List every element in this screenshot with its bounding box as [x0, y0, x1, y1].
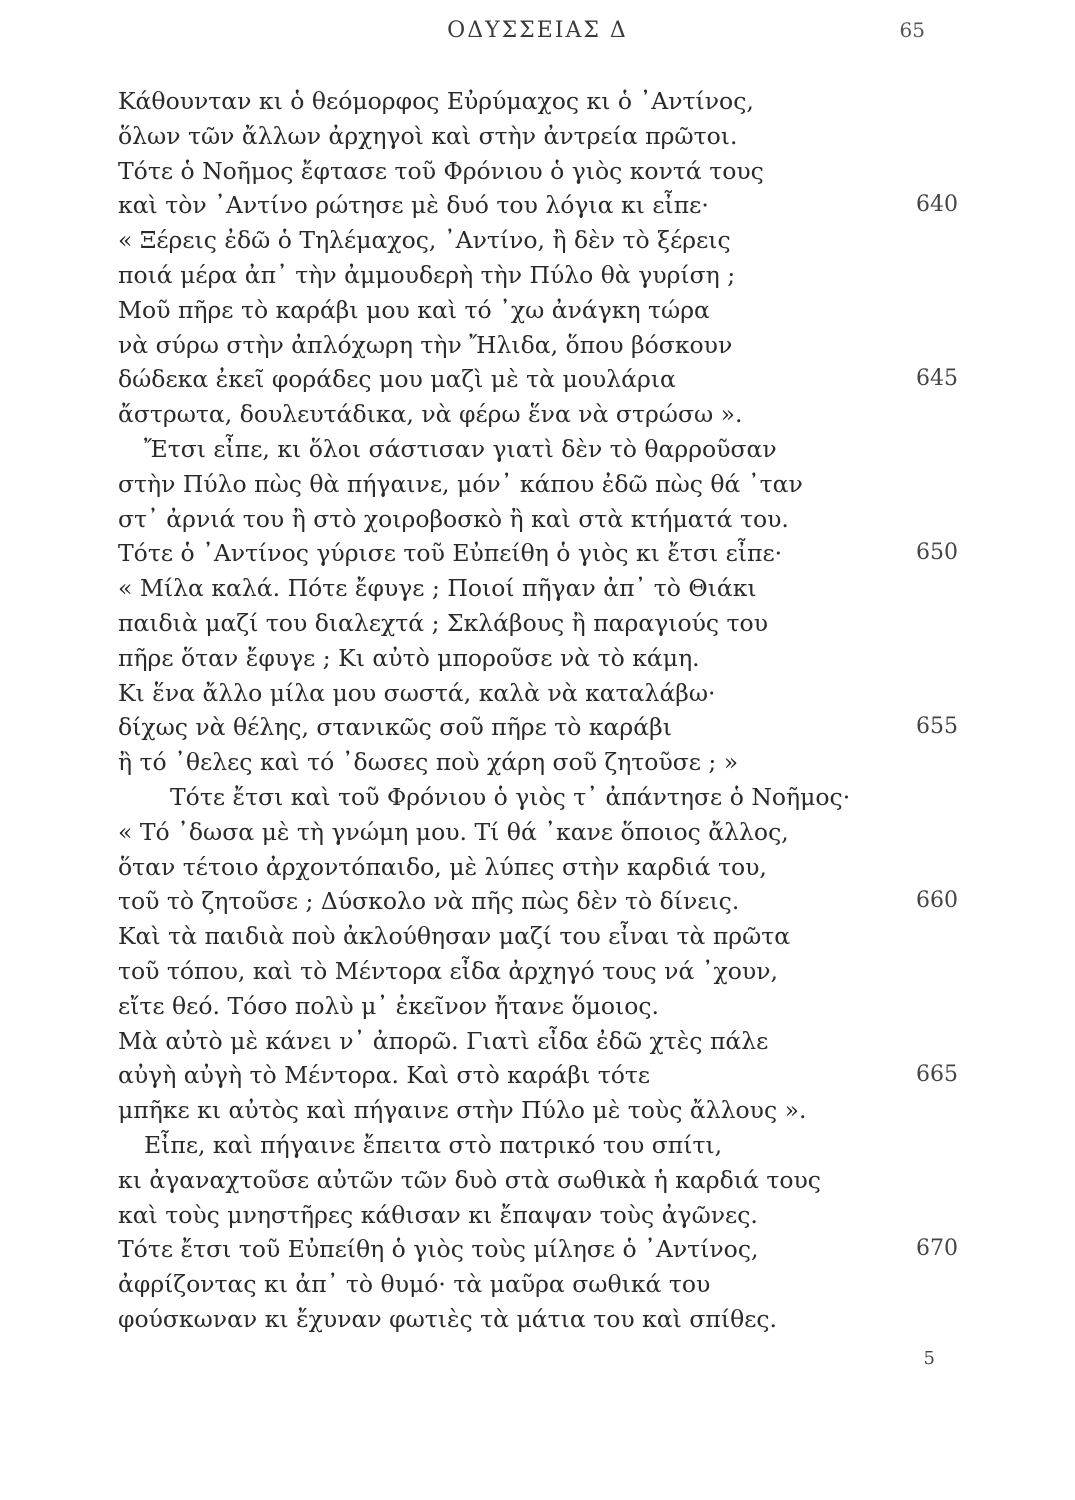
verse-line: [118, 1267, 958, 1302]
verse-text: ἢ τό ᾿θελες καὶ τό ᾿δωσες ποὺ χάρη σοῦ ζητοῦσε ; »: [118, 748, 739, 777]
line-number: 650: [916, 540, 958, 566]
verse-line: [118, 1093, 958, 1128]
verse-line: [118, 293, 958, 328]
verse-text: φούσκωναν κι ἔχυναν φωτιὲς τὰ μάτια του καὶ σπίθες.: [118, 1304, 778, 1333]
verse-text: Τότε ἔτσι τοῦ Εὐπείθη ὁ γιὸς τοὺς μίλησε ὁ ᾿Αντίνος,: [118, 1235, 759, 1264]
line-number: 655: [916, 714, 958, 740]
verse-line: [118, 954, 958, 989]
verse-text: « Μίλα καλά. Πότε ἔφυγε ; Ποιοί πῆγαν ἀπ᾿ τὸ Θιάκι: [118, 574, 757, 603]
verse-line: [118, 362, 958, 397]
verse-text: δώδεκα ἐκεῖ φοράδες μου μαζὶ μὲ τὰ μουλάρια: [118, 365, 676, 394]
verse-text: Καὶ τὰ παιδιὰ ποὺ ἀκλούθησαν μαζί του εἶναι τὰ πρῶτα: [118, 922, 791, 951]
verse-text: Μὰ αὐτὸ μὲ κάνει ν᾿ ἀπορῶ. Γιατὶ εἶδα ἐδῶ χτὲς πάλε: [118, 1026, 769, 1055]
verse-line: [118, 850, 958, 885]
verse-line: [118, 1163, 958, 1198]
verse-line: [118, 1198, 958, 1233]
verse-text: « Τό ᾿δωσα μὲ τὴ γνώμη μου. Τί θά ᾿κανε ὅποιος ἄλλος,: [118, 817, 789, 846]
verse-line: [118, 1232, 958, 1267]
verse-text: κι ἀγαναχτοῦσε αὐτῶν τῶν δυὸ στὰ σωθικὰ ἡ καρδιά τους: [118, 1165, 821, 1194]
verse-line: [118, 641, 958, 676]
verse-line: [118, 1058, 958, 1093]
verse-line: [118, 919, 958, 954]
verse-line: [118, 154, 958, 189]
verse-line: [118, 745, 958, 780]
verse-text: Κάθουνταν κι ὁ θεόμορφος Εὐρύμαχος κι ὁ ᾿Αντίνος,: [118, 87, 754, 115]
verse-block: [118, 84, 958, 1337]
verse-line: [118, 1128, 958, 1163]
verse-text: νὰ σύρω στὴν ἀπλόχωρη τὴν Ἤλιδα, ὅπου βόσκουν: [118, 330, 733, 359]
verse-text: εἴτε θεό. Τόσο πολὺ μ᾿ ἐκεῖνον ἤτανε ὅμοιος.: [118, 991, 659, 1020]
line-number: 665: [916, 1062, 958, 1088]
verse-text: μπῆκε κι αὐτὸς καὶ πήγαινε στὴν Πύλο μὲ τοὺς ἄλλους ».: [118, 1096, 807, 1125]
running-head: ΟΔΥΣΣΕΙΑΣ Δ: [447, 18, 628, 43]
line-number: 660: [916, 888, 958, 914]
verse-text: Τότε ὁ ᾿Αντίνος γύρισε τοῦ Εὐπείθη ὁ γιὸς κι ἔτσι εἶπε·: [118, 539, 783, 568]
verse-line: [118, 989, 958, 1024]
verse-line: [118, 606, 958, 641]
verse-line: [118, 1024, 958, 1059]
line-number: 670: [916, 1236, 958, 1262]
verse-line: [118, 815, 958, 850]
verse-text: πῆρε ὅταν ἔφυγε ; Κι αὐτὸ μποροῦσε νὰ τὸ κάμη.: [118, 643, 700, 672]
verse-line: [118, 119, 958, 154]
verse-line: [118, 432, 958, 467]
verse-text: « Ξέρεις ἐδῶ ὁ Τηλέμαχος, ᾿Αντίνο, ἢ δὲν τὸ ξέρεις: [118, 226, 731, 255]
verse-line: [118, 328, 958, 363]
line-number: 645: [916, 366, 958, 392]
signature-mark: 5: [923, 1348, 935, 1369]
verse-line: [118, 780, 958, 815]
verse-text: καὶ τὸν ᾿Αντίνο ρώτησε μὲ δυό του λόγια κι εἶπε·: [118, 191, 709, 220]
verse-text: καὶ τοὺς μνηστῆρες κάθισαν κι ἔπαψαν τοὺς ἀγῶνες.: [118, 1200, 758, 1229]
verse-text: Τότε ὁ Νοῆμος ἔφτασε τοῦ Φρόνιου ὁ γιὸς κοντά τους: [118, 156, 764, 185]
verse-text: ὅλων τῶν ἄλλων ἀρχηγοὶ καὶ στὴν ἀντρεία πρῶτοι.: [118, 121, 738, 150]
verse-line: [118, 84, 958, 119]
verse-text: Κι ἕνα ἄλλο μίλα μου σωστά, καλὰ νὰ καταλάβω·: [118, 678, 716, 707]
verse-line: [118, 884, 958, 919]
verse-line: [118, 1302, 958, 1337]
verse-text: Μοῦ πῆρε τὸ καράβι μου καὶ τό ᾿χω ἀνάγκη τώρα: [118, 295, 710, 324]
verse-text: Εἶπε, καὶ πήγαινε ἔπειτα στὸ πατρικό του σπίτι,: [144, 1130, 723, 1159]
verse-line: [118, 536, 958, 571]
verse-line: [118, 397, 958, 432]
verse-text: ποιά μέρα ἀπ᾿ τὴν ἀμμουδερὴ τὴν Πύλο θὰ γυρίση ;: [118, 260, 736, 289]
verse-text: δίχως νὰ θέλης, στανικῶς σοῦ πῆρε τὸ καράβι: [118, 713, 672, 742]
verse-line: [118, 502, 958, 537]
verse-text: στ᾿ ἀρνιά του ἢ στὸ χοιροβοσκὸ ἢ καὶ στὰ κτήματά του.: [118, 504, 789, 533]
verse-line: [118, 258, 958, 293]
verse-line: [118, 188, 958, 223]
verse-text: ἄστρωτα, δουλευτάδικα, νὰ φέρω ἕνα νὰ στρώσω ».: [118, 400, 743, 429]
verse-line: [118, 710, 958, 745]
verse-text: Ἔτσι εἶπε, κι ὅλοι σάστισαν γιατὶ δὲν τὸ θαρροῦσαν: [144, 434, 777, 463]
verse-line: [118, 223, 958, 258]
verse-text: ὅταν τέτοιο ἀρχοντόπαιδο, μὲ λύπες στὴν καρδιά του,: [118, 852, 767, 881]
verse-line: [118, 467, 958, 502]
verse-text: παιδιὰ μαζί του διαλεχτά ; Σκλάβους ἢ παραγιούς του: [118, 608, 768, 637]
verse-text: ἀφρίζοντας κι ἀπ᾿ τὸ θυμό· τὰ μαῦρα σωθικά του: [118, 1270, 711, 1299]
verse-text: τοῦ τὸ ζητοῦσε ; Δύσκολο νὰ πῆς πὼς δὲν τὸ δίνεις.: [118, 887, 740, 916]
verse-text: στὴν Πύλο πὼς θὰ πήγαινε, μόν᾿ κάπου ἐδῶ πὼς θά ᾿ταν: [118, 469, 803, 498]
verse-text: Τότε ἔτσι καὶ τοῦ Φρόνιου ὁ γιὸς τ᾿ ἀπάντησε ὁ Νοῆμος·: [170, 782, 851, 811]
verse-line: [118, 676, 958, 711]
verse-line: [118, 571, 958, 606]
line-number: 640: [916, 192, 958, 218]
page-number: 65: [899, 18, 925, 42]
verse-text: τοῦ τόπου, καὶ τὸ Μέντορα εἶδα ἀρχηγό τους νά ᾿χουν,: [118, 956, 778, 985]
verse-text: αὐγὴ αὐγὴ τὸ Μέντορα. Καὶ στὸ καράβι τότε: [118, 1061, 651, 1090]
